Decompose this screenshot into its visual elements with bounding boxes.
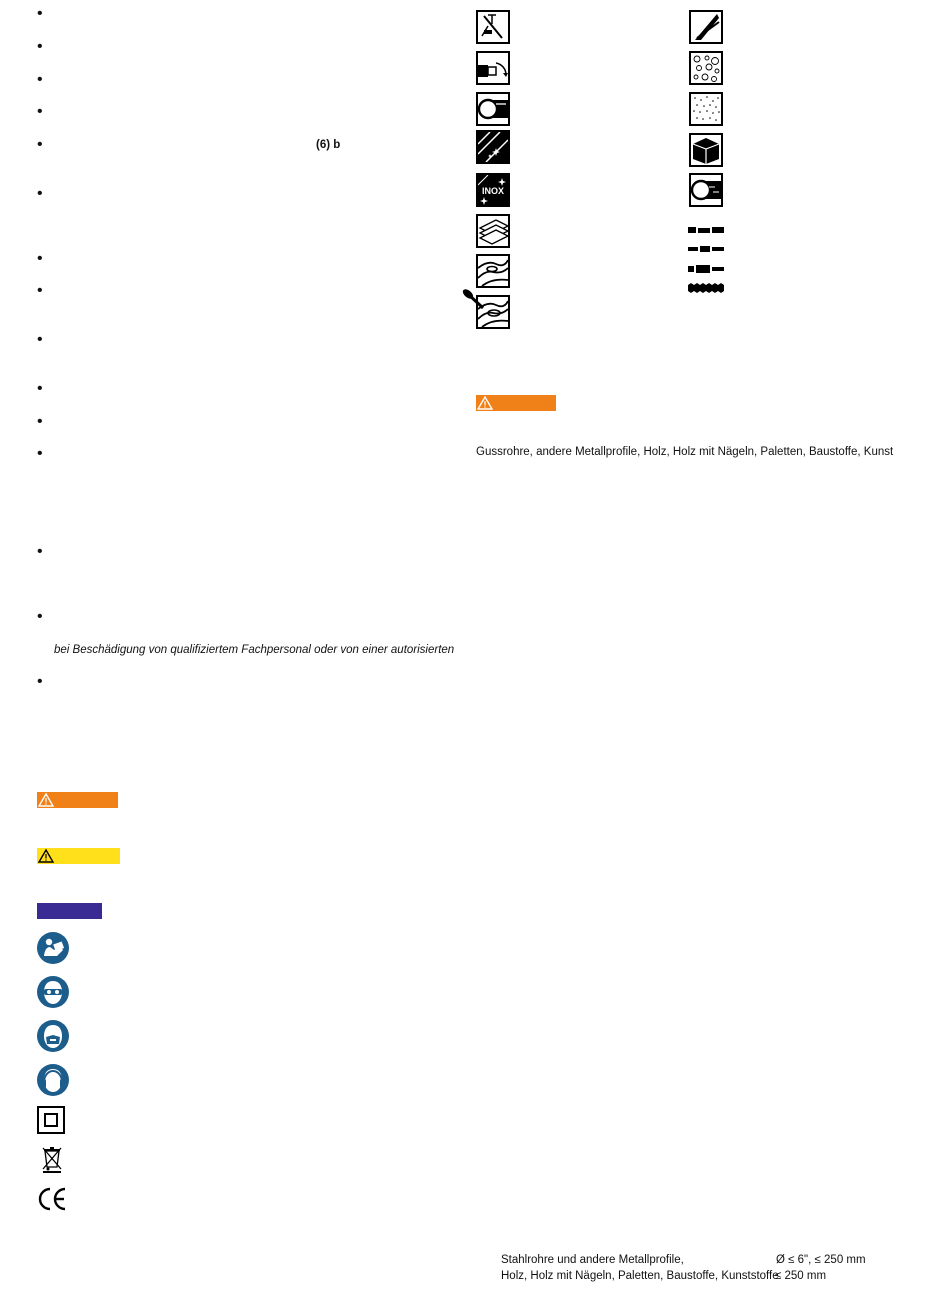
bullet — [37, 190, 45, 198]
bullet — [37, 108, 45, 116]
bullet-inline-text: (6) b — [316, 139, 341, 151]
wood-grain-icon — [476, 254, 510, 288]
inox-icon — [476, 173, 510, 207]
bullet — [37, 141, 45, 149]
blade-type-2-icon — [688, 241, 724, 251]
italic-note: bei Beschädigung von qualifiziertem Fachpersonal oder von einer autorisierten — [54, 644, 455, 656]
cutting-guide-icon — [476, 10, 510, 44]
bullet — [37, 678, 45, 686]
bullet — [37, 76, 45, 84]
bullet — [37, 43, 45, 51]
double-insulation-icon — [37, 1106, 65, 1134]
warning-bar — [476, 395, 556, 411]
bullet — [37, 255, 45, 263]
footer-row-value: Ø ≤ 6", ≤ 250 mm — [776, 1254, 866, 1266]
angle-cut-icon — [476, 51, 510, 85]
bullet — [37, 548, 45, 556]
wood-boards-icon — [476, 214, 510, 248]
brick-icon — [689, 133, 723, 167]
blade-tip-icon — [689, 10, 723, 44]
pipe-icon — [476, 92, 510, 126]
caution-bar — [37, 848, 120, 864]
bullet — [37, 336, 45, 344]
notice-bar — [37, 903, 102, 919]
nail-icon — [462, 288, 486, 312]
blade-type-4-icon — [688, 280, 724, 290]
dust-mask-icon — [37, 1020, 69, 1052]
bullet — [37, 418, 45, 426]
blade-type-1-icon — [688, 222, 724, 232]
bullet — [37, 287, 45, 295]
eye-protection-icon — [37, 976, 69, 1008]
cast-pipe-icon — [689, 173, 723, 207]
read-manual-icon — [37, 932, 69, 964]
materials-text: Gussrohre, andere Metallprofile, Holz, Holz mit Nägeln, Paletten, Baustoffe, Kunst — [476, 446, 894, 458]
footer-row-label: Stahlrohre und andere Metallprofile, — [501, 1254, 684, 1266]
bullet — [37, 613, 45, 621]
svg-text:INOX: INOX — [481, 186, 505, 196]
metal-sparks-icon — [476, 130, 510, 164]
bullet — [37, 385, 45, 393]
ear-protection-icon — [37, 1064, 69, 1096]
weee-bin-icon — [40, 1145, 64, 1173]
blade-type-3-icon — [688, 261, 724, 271]
ce-mark-icon — [37, 1186, 67, 1212]
warning-bar — [37, 792, 118, 808]
bullet — [37, 10, 45, 18]
bullet — [37, 450, 45, 458]
footer-row-value: ≤ 250 mm — [775, 1270, 827, 1282]
concrete-icon — [689, 92, 723, 126]
footer-row-label: Holz, Holz mit Nägeln, Paletten, Baustoffe, Kunststoffe — [501, 1270, 779, 1282]
stone-icon — [689, 51, 723, 85]
